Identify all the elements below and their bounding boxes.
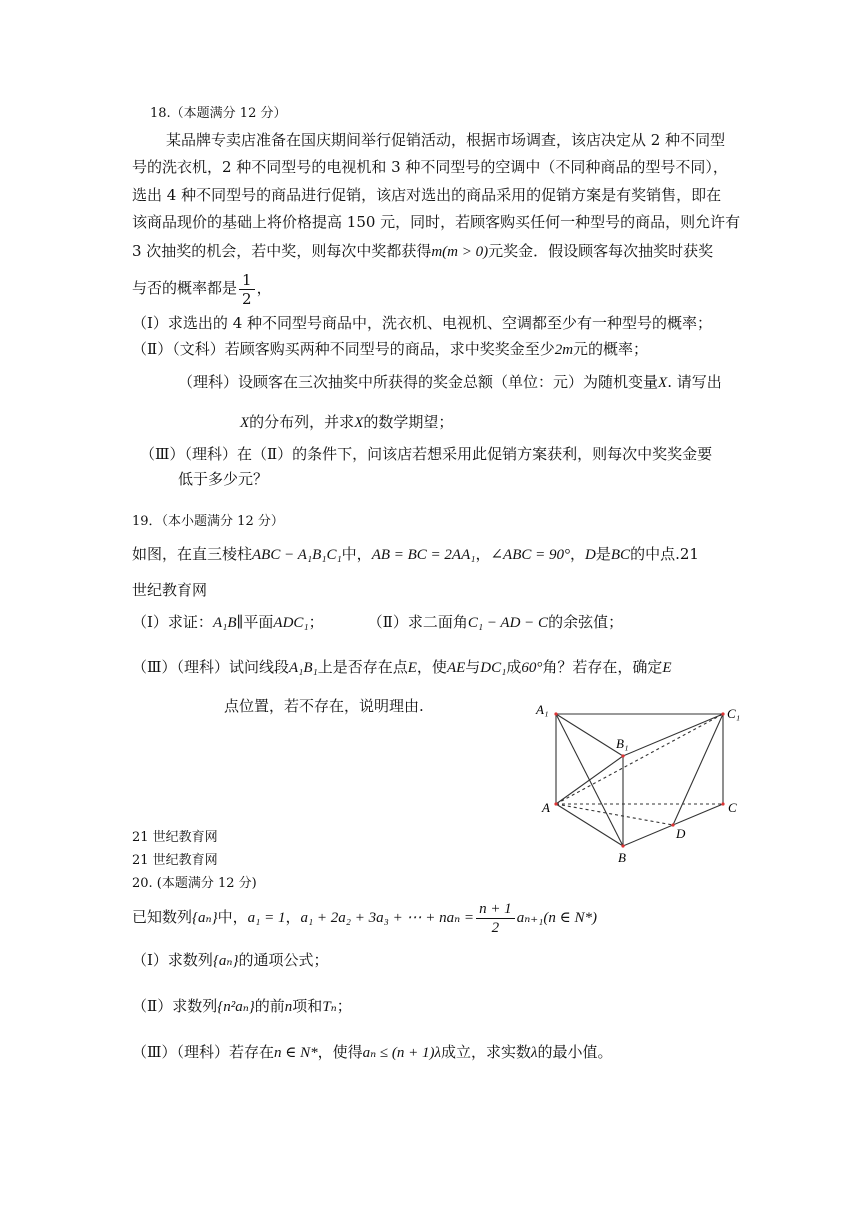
q18-text: 的数学期望； <box>363 413 454 431</box>
q19-text: 中， <box>341 545 372 563</box>
q19-text: ∥平面 <box>236 613 274 631</box>
q18-part-1: （Ⅰ）求选出的 4 种不同型号商品中，洗衣机、电视机、空调都至少有一种型号的概率； <box>132 314 713 332</box>
label-a1: A₁ <box>536 702 549 717</box>
q19-text: 成 <box>506 658 522 676</box>
label-d: D <box>676 826 686 841</box>
q19-text: 与 <box>465 658 481 676</box>
q20-math: {n²aₙ} <box>217 999 255 1015</box>
prism-figure <box>532 696 752 866</box>
q19-text: 是 <box>595 545 611 563</box>
label-b: B <box>618 850 626 865</box>
q18-math: X <box>354 415 364 431</box>
q20-math: {aₙ} <box>212 953 239 969</box>
q18-text: 元的概率； <box>573 340 649 358</box>
q20-text: 的前 <box>254 997 285 1015</box>
edge-ab1 <box>556 756 623 804</box>
q20-math: a₁ = 1 <box>247 910 286 926</box>
q19-text: （Ⅱ）求二面角 <box>367 613 468 631</box>
q19-text: ； <box>308 613 324 631</box>
q19-math: D <box>585 547 596 563</box>
q19-text: （Ⅰ）求证： <box>132 613 213 631</box>
q19-math: AE <box>446 660 466 676</box>
q18-para-line-2: 号的洗衣机，2 种不同型号的电视机和 3 种不同型号的空调中（不同种商品的型号不同）， <box>132 158 728 176</box>
q18-text: 与否的概率都是 <box>132 279 238 297</box>
fraction-denominator: 2 <box>491 919 500 936</box>
q19-para-line-1 <box>132 544 699 565</box>
q18-para-line-6 <box>132 268 272 308</box>
q19-text: 角？若存在，确定 <box>542 658 663 676</box>
q18-text: 元奖金．假设顾客每次抽奖时获奖 <box>488 242 714 260</box>
q20-text: ，使得 <box>317 1043 363 1061</box>
label-a: A <box>542 800 550 815</box>
q18-para-line-4: 该商品现价的基础上将价格提高 150 元，同时，若顾客购买任何一种型号的商品，则允许有 <box>132 213 741 231</box>
q18-text: 的分布列，并求 <box>249 413 355 431</box>
q20-part-3 <box>132 1042 613 1063</box>
q18-text: （理科）设顾客在三次抽奖中所获得的奖金总额（单位：元）为随机变量 <box>178 373 659 391</box>
q18-part-3-cont: 低于多少元？ <box>178 470 269 488</box>
q18-math: X <box>240 415 250 431</box>
q20-text: 已知数列 <box>132 908 193 926</box>
q18-math-m: m(m > 0) <box>431 244 489 260</box>
q19-text: ， <box>570 545 586 563</box>
q19-para-line-2: 世纪教育网 <box>132 581 208 599</box>
q19-math: A₁B₁ <box>288 660 318 676</box>
watermark-text: 21 世纪教育网 <box>132 853 218 868</box>
edge-ac1-dashed <box>556 714 723 804</box>
q19-math: ADC₁ <box>273 615 309 631</box>
q19-math: E <box>662 660 672 676</box>
q19-heading: 19．（本小题满分 12 分） <box>132 514 284 529</box>
q18-para-line-1: 某品牌专卖店准备在国庆期间举行促销活动，根据市场调查，该店决定从 2 种不同型 <box>166 131 726 149</box>
q20-text: （Ⅰ）求数列 <box>132 951 213 969</box>
q20-math: n ∈ N* <box>273 1045 318 1061</box>
q18-part-2-like <box>178 372 722 393</box>
q19-math: ∠ABC = 90° <box>490 547 571 563</box>
q19-text: 的中点.21 <box>630 545 699 563</box>
q20-math: λ <box>531 1045 538 1061</box>
q19-text: 的余弦值； <box>548 613 624 631</box>
q18-text: （Ⅱ）（文科）若顾客购买两种不同型号的商品，求中奖奖金至少 <box>132 340 555 358</box>
fraction-one-half <box>239 271 255 308</box>
q19-part-3 <box>132 657 672 678</box>
q18-part-2-like-cont <box>240 412 453 433</box>
q20-math: Tₙ <box>322 999 337 1015</box>
edge-b1c1 <box>623 714 723 756</box>
q19-parts-1-2 <box>132 612 623 633</box>
q20-text: （Ⅲ）（理科）若存在 <box>132 1043 274 1061</box>
q19-part-3-cont: 点位置，若不存在，说明理由. <box>224 697 424 715</box>
q19-math: BC <box>610 547 631 563</box>
fraction-numerator: n + 1 <box>476 900 515 919</box>
q18-text: ， <box>256 279 272 297</box>
watermark-text: 21 世纪教育网 <box>132 830 218 845</box>
fraction-numerator: 1 <box>239 271 255 290</box>
q19-text: 如图，在直三棱柱 <box>132 545 253 563</box>
q19-math: A₁B <box>212 615 237 631</box>
q20-math: {aₙ} <box>192 910 218 926</box>
q20-text: 中， <box>217 908 248 926</box>
edge-dc1 <box>673 714 723 825</box>
q19-text: ， <box>475 545 491 563</box>
q19-math: AB = BC = 2AA₁ <box>371 547 476 563</box>
q19-math: ABC − A₁B₁C₁ <box>252 547 342 563</box>
q18-part-2-wenke <box>132 339 648 360</box>
label-b1: B₁ <box>616 736 629 751</box>
q20-part-1 <box>132 950 329 971</box>
q20-math: n <box>284 999 293 1015</box>
q19-math: DC₁ <box>480 660 507 676</box>
fraction-denominator: 2 <box>242 289 252 308</box>
q20-text: （Ⅱ）求数列 <box>132 997 218 1015</box>
q20-text: 项和 <box>292 997 323 1015</box>
q20-math: a₁ + 2a₂ + 3a₃ + ⋯ + naₙ = <box>300 910 475 926</box>
label-c1: C₁ <box>727 706 741 721</box>
q20-text: 成立，求实数 <box>441 1043 532 1061</box>
q20-part-2 <box>132 996 352 1017</box>
q18-math: X <box>658 375 668 391</box>
q19-math: C₁ − AD − C <box>467 615 549 631</box>
q18-heading: 18.（本题满分 12 分） <box>150 106 287 121</box>
q18-para-line-3: 选出 4 种不同型号的商品进行促销，该店对选出的商品采用的促销方案是有奖销售，即在 <box>132 186 722 204</box>
q18-para-line-5 <box>132 241 713 262</box>
q20-math: aₙ ≤ (n + 1)λ <box>362 1045 442 1061</box>
q20-text: 的通项公式； <box>238 951 329 969</box>
q20-text: 的最小值。 <box>537 1043 613 1061</box>
q18-part-3: （Ⅲ）（理科）在（Ⅱ）的条件下，问该店若想采用此促销方案获利，则每次中奖奖金要 <box>140 445 713 463</box>
q18-text: . 请写出 <box>667 373 722 391</box>
q19-text: ，使 <box>416 658 447 676</box>
q20-text: ， <box>285 908 301 926</box>
q18-text: 3 次抽奖的机会，若中奖，则每次中奖都获得 <box>132 242 432 260</box>
q20-para-line-1 <box>132 896 597 939</box>
q19-text: 上是否存在点 <box>317 658 408 676</box>
q19-text: （Ⅲ）（理科）试问线段 <box>132 658 289 676</box>
label-c: C <box>728 800 737 815</box>
q18-math: 2m <box>554 342 574 358</box>
q20-heading: 20. (本题满分 12 分) <box>132 876 257 891</box>
q19-math: 60° <box>521 660 543 676</box>
q19-math: E <box>407 660 417 676</box>
fraction-n-plus-1-over-2 <box>476 900 515 937</box>
q20-math: aₙ₊₁(n ∈ N*) <box>516 910 597 926</box>
q20-text: ； <box>336 997 352 1015</box>
